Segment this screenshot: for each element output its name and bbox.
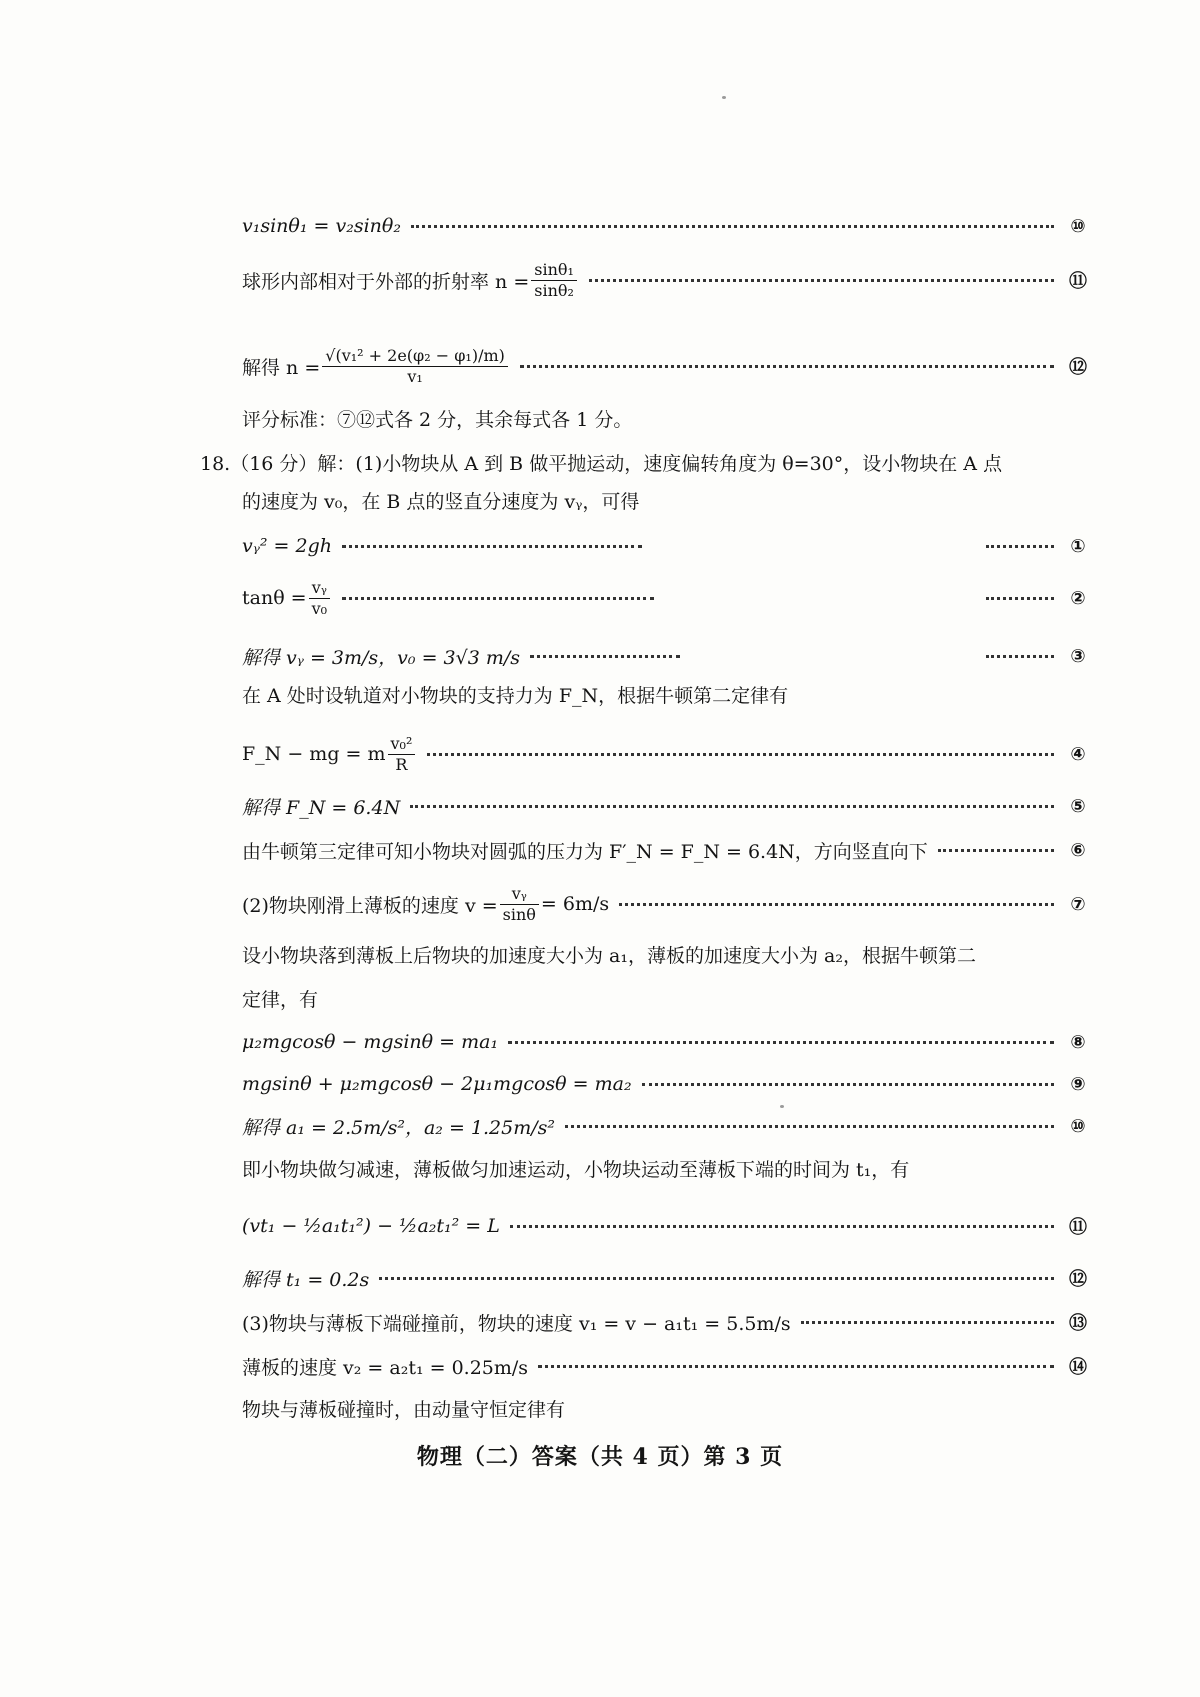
dot-leader bbox=[986, 655, 1054, 658]
equation-row bbox=[242, 526, 1092, 566]
dot-leader bbox=[410, 805, 1054, 808]
dot-leader bbox=[801, 1321, 1054, 1324]
equation-row bbox=[242, 1022, 1092, 1062]
equation-row bbox=[242, 636, 1092, 676]
equation-row bbox=[242, 1106, 1092, 1146]
equation: v₁sinθ₁ = v₂sinθ₂ bbox=[242, 215, 401, 237]
fraction-numerator: √(v₁² + 2e(φ₂ − φ₁)/m) bbox=[322, 346, 508, 367]
question-18-intro: 18.（16 分）解：(1)小物块从 A 到 B 做平抛运动，速度偏转角度为 θ=30°，设小物块在 A 点 bbox=[200, 453, 1003, 475]
equation-number: ④ bbox=[1070, 743, 1086, 765]
fraction-denominator: v₀ bbox=[311, 598, 328, 618]
equation: mgsinθ + μ₂mgcosθ − 2μ₁mgcosθ = ma₂ bbox=[242, 1073, 632, 1095]
equation-number: ⑫ bbox=[1069, 1269, 1087, 1290]
dot-leader bbox=[986, 545, 1054, 548]
equation-number: ⑫ bbox=[1069, 357, 1087, 378]
equation-row bbox=[242, 830, 1092, 870]
fraction-denominator: v₁ bbox=[407, 366, 423, 386]
equation: 解得 a₁ = 2.5m/s²，a₂ = 1.25m/s² bbox=[242, 1116, 556, 1139]
dot-leader bbox=[986, 597, 1054, 600]
equation-number: ⑪ bbox=[1069, 1217, 1087, 1238]
page-footer: 物理（二）答案（共 4 页）第 3 页 bbox=[416, 1444, 784, 1470]
fraction bbox=[388, 734, 416, 775]
equation: 解得 F_N = 6.4N bbox=[242, 796, 401, 819]
equation-number: ⑧ bbox=[1070, 1031, 1086, 1053]
equation-row bbox=[242, 256, 1092, 304]
fraction-denominator: sinθ₂ bbox=[534, 280, 574, 300]
equation-row bbox=[242, 1346, 1092, 1386]
equation-number: ⑩ bbox=[1070, 215, 1086, 237]
equation: 薄板的速度 v₂ = a₂t₁ = 0.25m/s bbox=[242, 1356, 529, 1379]
fraction bbox=[309, 578, 330, 619]
dot-leader bbox=[565, 1125, 1054, 1128]
equation-number: ⑭ bbox=[1069, 1357, 1087, 1378]
fraction-numerator: sinθ₁ bbox=[531, 260, 577, 281]
equation-row bbox=[242, 1258, 1092, 1298]
equation-number: ① bbox=[1070, 535, 1086, 557]
equation: 解得 t₁ = 0.2s bbox=[242, 1268, 370, 1291]
equation: (3)物块与薄板下端碰撞前，物块的速度 v₁ = v − a₁t₁ = 5.5m/s bbox=[242, 1312, 791, 1335]
fraction-denominator: sinθ bbox=[502, 904, 536, 924]
paragraph-cont: 定律，有 bbox=[242, 989, 319, 1011]
equation-text: F_N − mg = m bbox=[242, 743, 386, 765]
dot-leader bbox=[342, 545, 642, 548]
equation-number: ⑦ bbox=[1070, 893, 1086, 915]
fraction-denominator: R bbox=[395, 754, 408, 774]
dot-leader bbox=[938, 849, 1054, 852]
dot-leader bbox=[510, 1225, 1054, 1228]
equation-row bbox=[242, 786, 1092, 826]
dot-leader bbox=[619, 903, 1054, 906]
equation: (vt₁ − ½a₁t₁²) − ½a₂t₁² = L bbox=[242, 1215, 500, 1237]
scoring-note: 评分标准：⑦⑫式各 2 分，其余每式各 1 分。 bbox=[242, 409, 633, 431]
equation-row bbox=[242, 206, 1092, 246]
equation: 解得 vᵧ = 3m/s，v₀ = 3√3 m/s bbox=[242, 646, 521, 669]
equation-row bbox=[242, 1204, 1092, 1248]
equation: 由牛顿第三定律可知小物块对圆弧的压力为 F′_N = F_N = 6.4N，方向竖直向下 bbox=[242, 840, 928, 863]
dot-leader bbox=[642, 1083, 1054, 1086]
dot-leader bbox=[342, 597, 654, 600]
dot-leader bbox=[530, 655, 680, 658]
equation-number: ⑨ bbox=[1070, 1073, 1086, 1095]
equation-number: ② bbox=[1070, 587, 1086, 609]
equation-number: ⑪ bbox=[1069, 271, 1087, 292]
paragraph: 设小物块落到薄板上后物块的加速度大小为 a₁，薄板的加速度大小为 a₂，根据牛顿第二 bbox=[242, 945, 976, 967]
dot-leader bbox=[379, 1277, 1054, 1280]
scan-speck bbox=[722, 96, 726, 99]
paragraph: 即小物块做匀减速，薄板做匀加速运动，小物块运动至薄板下端的时间为 t₁，有 bbox=[242, 1159, 910, 1181]
paragraph: 物块与薄板碰撞时，由动量守恒定律有 bbox=[242, 1399, 566, 1421]
equation-row bbox=[242, 1302, 1092, 1342]
equation-number: ⑤ bbox=[1070, 795, 1086, 817]
equation-row bbox=[242, 330, 1092, 402]
equation-row bbox=[242, 880, 1092, 928]
equation-number: ⑬ bbox=[1069, 1313, 1087, 1334]
equation-row bbox=[242, 1064, 1092, 1104]
dot-leader bbox=[427, 753, 1054, 756]
dot-leader bbox=[411, 225, 1054, 228]
fraction-numerator: vᵧ bbox=[309, 578, 330, 599]
fraction-numerator: vᵧ bbox=[500, 884, 539, 905]
equation: vᵧ² = 2gh bbox=[242, 535, 332, 557]
question-18-intro-cont: 的速度为 v₀，在 B 点的竖直分速度为 vᵧ，可得 bbox=[242, 491, 640, 513]
equation-text: 球形内部相对于外部的折射率 n = bbox=[242, 270, 530, 293]
fraction-numerator: v₀² bbox=[388, 734, 416, 755]
equation-number: ⑩ bbox=[1070, 1115, 1086, 1137]
equation: μ₂mgcosθ − mgsinθ = ma₁ bbox=[242, 1031, 499, 1053]
equation-text: 解得 n = bbox=[242, 356, 321, 379]
equation-row bbox=[242, 730, 1092, 778]
equation-number: ③ bbox=[1070, 645, 1086, 667]
equation-number: ⑥ bbox=[1070, 839, 1086, 861]
fraction bbox=[500, 884, 539, 925]
dot-leader bbox=[538, 1365, 1054, 1368]
equation-tail: = 6m/s bbox=[540, 893, 610, 915]
dot-leader bbox=[508, 1041, 1054, 1044]
dot-leader bbox=[589, 279, 1054, 282]
equation-row bbox=[242, 574, 1092, 622]
dot-leader bbox=[520, 365, 1054, 368]
equation-text: tanθ = bbox=[242, 587, 307, 609]
paragraph: 在 A 处时设轨道对小物块的支持力为 F_N，根据牛顿第二定律有 bbox=[242, 685, 789, 707]
equation-text: (2)物块刚滑上薄板的速度 v = bbox=[242, 894, 498, 917]
fraction bbox=[322, 346, 508, 387]
fraction bbox=[531, 260, 577, 301]
